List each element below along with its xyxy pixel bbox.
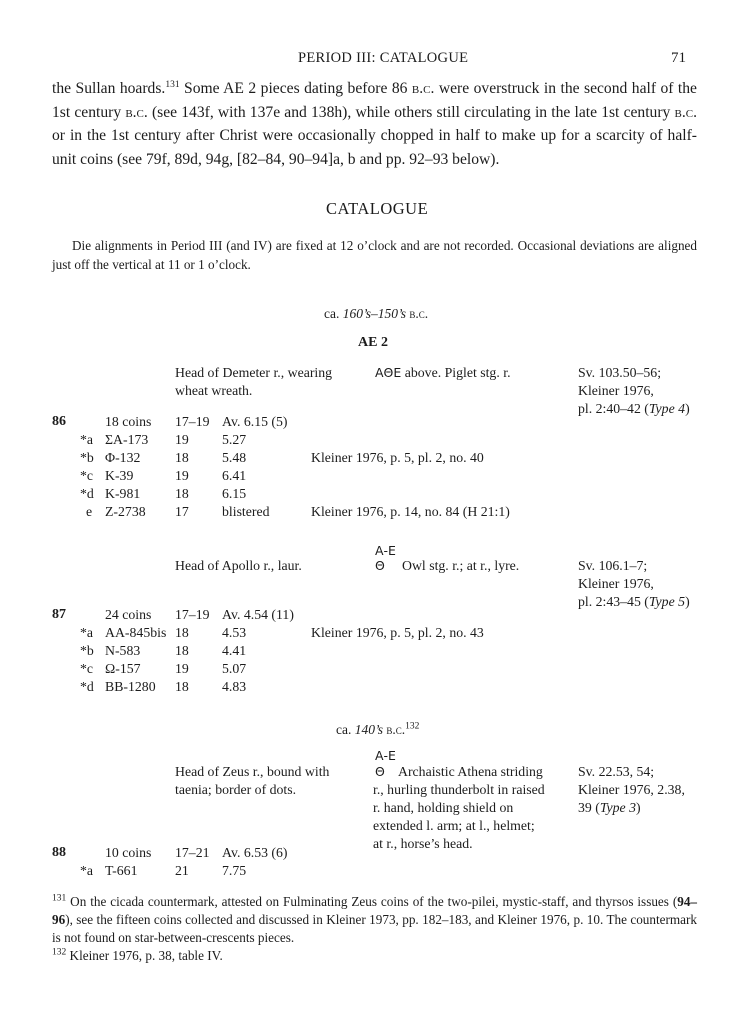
inventory-number: Ω-157 (105, 661, 141, 676)
era-abbrev: b.c. (125, 103, 148, 121)
obverse-description-87: Head of Apollo r., laur. (175, 558, 302, 573)
coin-reference: Kleiner 1976, p. 14, no. 84 (H 21:1) (311, 504, 510, 519)
die-axis: 18 (175, 486, 189, 501)
era-abbrev: b.c. (383, 722, 406, 737)
intro-text: Some AE 2 pieces dating before 86 (179, 80, 412, 97)
period-label: ca. (336, 722, 355, 737)
die-axis: 17 (175, 504, 189, 519)
inventory-number: Φ-132 (105, 450, 141, 465)
coin-letter: *a (80, 863, 94, 878)
reverse-description-88-line1: Archaistic Athena striding (398, 764, 543, 779)
reference-87-line3 (578, 593, 690, 611)
coin-weight: 4.83 (222, 679, 247, 694)
inventory-number: ΣΑ-173 (105, 432, 149, 447)
intro-text: (see 143f, with 137e and 138h), while others still circulating in the late 1st century (147, 103, 675, 121)
legend-greek: ΑΘΕ (375, 365, 402, 380)
coin-letter: *c (80, 468, 94, 483)
type-label: Type 5 (648, 594, 686, 609)
reference-text: ) (685, 401, 690, 416)
die-axis: 18 (175, 450, 189, 465)
reverse-description-88-line3: r. hand, holding shield on (373, 800, 514, 815)
footnote-number: 132 (52, 947, 67, 958)
intro-text: or in the 1st century after Christ were occasionally chopped in half to make up for a scarcity of half-unit coins (see 79f, 89d, 94g, [82–84, 90–94]a, b and pp. 92–93 below). (52, 127, 697, 168)
coin-weight: 6.15 (222, 486, 247, 501)
coin-weight: 7.75 (222, 863, 247, 878)
inventory-number: ΒΒ-1280 (105, 679, 156, 694)
legend-greek: Θ (375, 558, 385, 573)
type-label: Type 3 (599, 800, 636, 815)
reference-text: pl. 2:43–45 ( (578, 594, 649, 609)
footnote-ref-131: 131 (165, 79, 180, 90)
coin-letter: *a (80, 625, 94, 640)
reference-text: ) (636, 800, 641, 815)
die-axis: 19 (175, 661, 189, 676)
period-heading-2 (336, 722, 419, 738)
die-range-86: 17–19 (175, 414, 210, 429)
period-heading-1 (324, 306, 428, 322)
footnote-text: On the cicada countermark, attested on Fulminating Zeus coins of the two-pilei, mystic-staff, and thyrsos issues ( (66, 894, 678, 909)
reverse-description-87 (375, 557, 385, 575)
page-number: 71 (671, 50, 686, 66)
die-axis: 21 (175, 863, 189, 878)
coin-weight: 4.41 (222, 643, 247, 658)
coin-weight: 5.07 (222, 661, 247, 676)
die-alignment-text: Die alignments in Period III (and IV) are fixed at 12 o’clock and are not recorded. Occasional deviations are aligned just off the vertical at 11 or 1 o’clock. (52, 238, 697, 272)
inventory-number: Κ-981 (105, 486, 141, 501)
reference-86-line2: Kleiner 1976, (578, 383, 654, 398)
footnote-text: Kleiner 1976, p. 38, table IV. (66, 948, 223, 963)
coin-weight: 5.27 (222, 432, 247, 447)
reference-86-line3 (578, 400, 690, 418)
legend-greek: Α-Ε (375, 543, 396, 558)
inventory-number: Ζ-2738 (105, 504, 146, 519)
obverse-description-86-line2: wheat wreath. (175, 383, 253, 398)
catalogue-heading: CATALOGUE (326, 199, 429, 218)
average-weight-88: Av. 6.53 (6) (222, 845, 288, 860)
coin-count-87: 24 coins (105, 607, 152, 622)
coin-letter: e (86, 504, 93, 519)
coin-count-86: 18 coins (105, 414, 152, 429)
die-axis: 19 (175, 432, 189, 447)
intro-paragraph (52, 77, 697, 171)
die-range-87: 17–19 (175, 607, 210, 622)
denomination-heading: AE 2 (358, 335, 388, 350)
average-weight-87: Av. 4.54 (11) (222, 607, 294, 622)
footnotes (52, 893, 697, 965)
inventory-number: ΑΑ-845bis (105, 625, 167, 640)
catalogue-number-87: 87 (52, 607, 66, 622)
coin-letter: *b (80, 643, 94, 658)
reverse-description-88-line2: r., hurling thunderbolt in raised (373, 782, 545, 797)
period-label: ca. (324, 306, 343, 321)
reference-text: ) (685, 594, 690, 609)
reference-text: pl. 2:40–42 ( (578, 401, 649, 416)
footnote-bold-ref: 94–96 (52, 894, 697, 927)
die-range-88: 17–21 (175, 845, 210, 860)
reverse-description-88-line4: extended l. arm; at l., helmet; (373, 818, 535, 833)
catalogue-number-86: 86 (52, 414, 66, 429)
coin-weight: blistered (222, 504, 270, 519)
coin-reference: Kleiner 1976, p. 5, pl. 2, no. 43 (311, 625, 484, 640)
period-dates: 140’s (354, 722, 383, 737)
type-label: Type 4 (648, 401, 686, 416)
obverse-description-86: Head of Demeter r., wearing (175, 365, 333, 380)
coin-count-88: 10 coins (105, 845, 152, 860)
reverse-description-86 (375, 364, 511, 382)
coin-letter: *a (80, 432, 94, 447)
reverse-text-87: Owl stg. r.; at r., lyre. (402, 558, 520, 573)
inventory-number: Τ-661 (105, 863, 138, 878)
era-abbrev: b.c. (674, 103, 697, 121)
catalogue-number-88: 88 (52, 845, 66, 860)
coin-weight: 4.53 (222, 625, 247, 640)
coin-letter: *d (80, 486, 94, 501)
footnote-text: ), see the fifteen coins collected and discussed in Kleiner 1973, pp. 182–183, and Kleiner 1976, p. 10. The countermark is not found on star-between-crescents pieces. (52, 912, 697, 945)
reference-87-line2: Kleiner 1976, (578, 576, 654, 591)
footnote-131 (52, 893, 697, 947)
reference-86-line1: Sv. 103.50–56; (578, 365, 662, 380)
die-axis: 18 (175, 625, 189, 640)
average-weight-86: Av. 6.15 (5) (222, 414, 288, 429)
coin-letter: *d (80, 679, 94, 694)
reverse-theta-88 (375, 763, 385, 781)
die-axis: 19 (175, 468, 189, 483)
era-abbrev: b.c. (406, 306, 429, 321)
inventory-number: Ν-583 (105, 643, 141, 658)
reference-88-line1: Sv. 22.53, 54; (578, 764, 655, 779)
footnote-number: 131 (52, 893, 67, 904)
reference-88-line2: Kleiner 1976, 2.38, (578, 782, 685, 797)
period-dates: 160’s–150’s (342, 306, 407, 321)
reference-text: 39 ( (578, 800, 600, 815)
reverse-description-88-line5: at r., horse’s head. (373, 836, 473, 851)
inventory-number: Κ-39 (105, 468, 134, 483)
coin-letter: *c (80, 661, 94, 676)
intro-text: were overstruck in the second half of the 1st century (52, 80, 697, 121)
intro-text: the Sullan hoards. (52, 80, 166, 97)
era-abbrev: b.c. (411, 80, 435, 97)
legend-greek: Α-Ε (375, 748, 396, 763)
die-axis: 18 (175, 643, 189, 658)
legend-greek: Θ (375, 764, 385, 779)
footnote-132 (52, 947, 697, 965)
footnote-ref-132: 132 (405, 721, 420, 732)
obverse-description-88-line2: taenia; border of dots. (175, 782, 297, 797)
running-header-title: PERIOD III: CATALOGUE (298, 50, 469, 66)
coin-letter: *b (80, 450, 94, 465)
die-alignment-note (52, 236, 697, 274)
obverse-description-88: Head of Zeus r., bound with (175, 764, 330, 779)
coin-reference: Kleiner 1976, p. 5, pl. 2, no. 40 (311, 450, 484, 465)
coin-weight: 6.41 (222, 468, 247, 483)
die-axis: 18 (175, 679, 189, 694)
reference-87-line1: Sv. 106.1–7; (578, 558, 648, 573)
reference-88-line3 (578, 799, 641, 817)
reverse-text: above. Piglet stg. r. (401, 365, 511, 380)
coin-weight: 5.48 (222, 450, 247, 465)
